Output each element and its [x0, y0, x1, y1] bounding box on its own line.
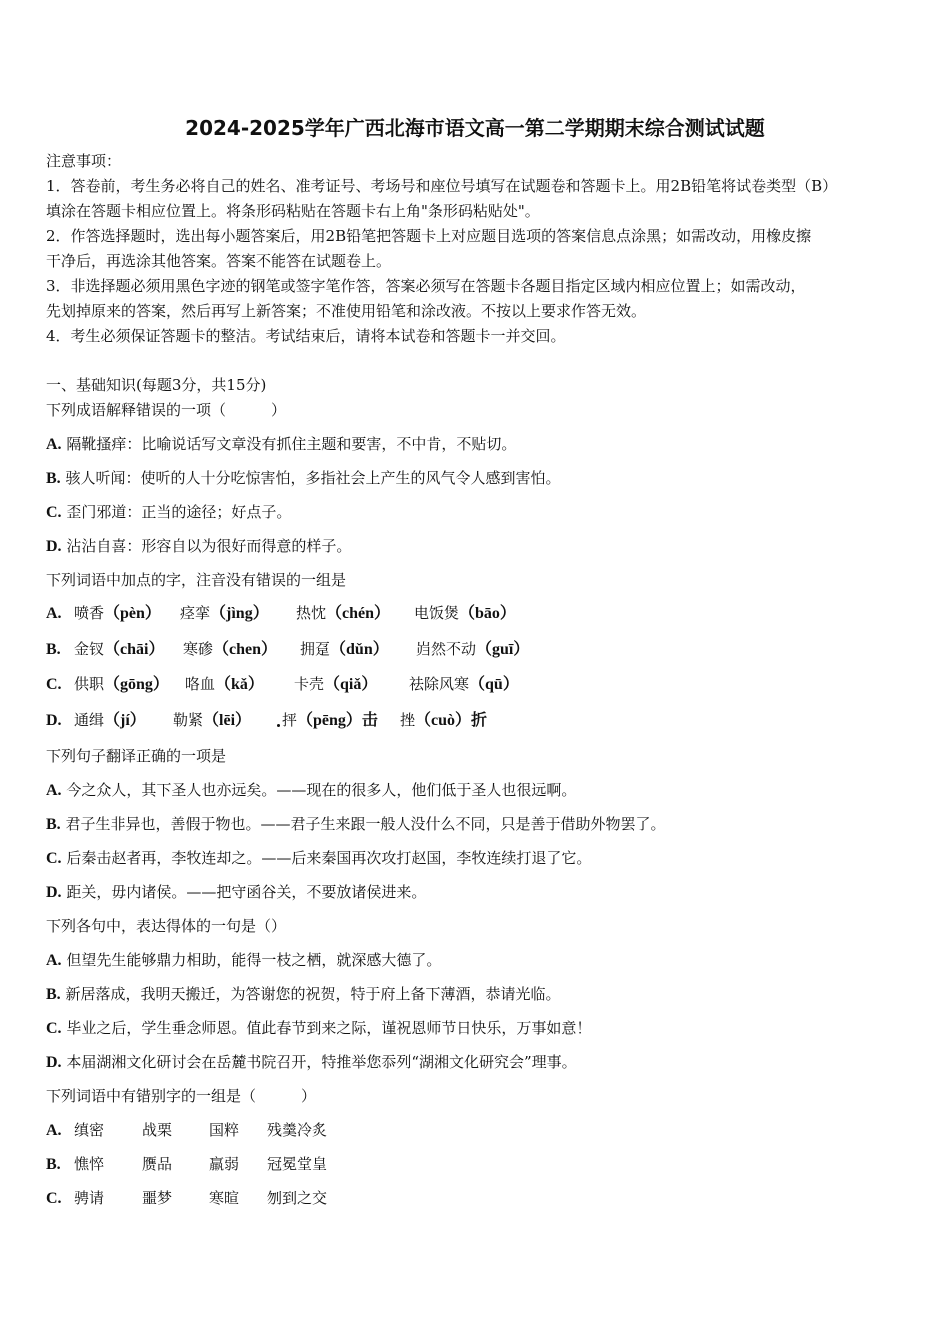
pinyin: （cuò）折: [415, 712, 488, 729]
option-label: B.: [46, 816, 61, 833]
word: 抨: [282, 711, 298, 729]
pinyin: （dǔn）: [330, 641, 389, 658]
word: 寒暄: [209, 1189, 240, 1207]
option-text: 骇人听闻：使听的人十分吃惊害怕，多指社会上产生的风气令人感到害怕。: [65, 469, 561, 487]
notice-line: 3．非选择题必须用黑色字迹的钢笔或签字笔作答，答案必须写在答题卡各题目指定区域内相应位置上；如需改动，: [46, 277, 806, 295]
word: 憔悴: [74, 1155, 105, 1173]
pinyin: （lēi）: [203, 712, 252, 729]
pinyin: （qū）: [469, 676, 519, 693]
page-title: 2024-2025学年广西北海市语文高一第二学期期末综合测试试题: [185, 116, 765, 140]
option-label: D.: [46, 712, 62, 729]
option-text: 新居落成，我明天搬迁，为答谢您的祝贺，特于府上备下薄酒，恭请光临。: [65, 985, 561, 1003]
pinyin: （guī）: [476, 641, 530, 658]
option-label: D.: [46, 538, 62, 555]
notice-line: 1．答卷前，考生务必将自己的姓名、准考证号、考场号和座位号填写在试题卷和答题卡上。用2B铅笔将试卷类型（B）: [46, 177, 838, 195]
option-b: [46, 984, 560, 1005]
word: 战栗: [142, 1121, 173, 1139]
option-label: A.: [46, 1122, 62, 1139]
option-label: A.: [46, 782, 62, 799]
option-d: [46, 1052, 577, 1073]
question-stem: 下列词语中有错别字的一组是（ ）: [46, 1087, 317, 1105]
word: 骋请: [74, 1189, 105, 1207]
pinyin: （qiǎ）: [324, 676, 378, 693]
option-text: 君子生非异也，善假于物也。——君子生来跟一般人没什么不同，只是善于借助外物罢了。: [65, 815, 666, 833]
option-text: 但望先生能够鼎力相助，能得一枝之栖，就深感大德了。: [66, 951, 442, 969]
pinyin: （jìng）: [210, 605, 269, 622]
word: 噩梦: [142, 1189, 173, 1207]
option-label: B.: [46, 986, 61, 1003]
option-c: [46, 848, 591, 869]
option-label: C.: [46, 1190, 62, 1207]
word: 赝品: [142, 1155, 173, 1173]
notice-line: 2．作答选择题时，选出每小题答案后，用2B铅笔把答题卡上对应题目选项的答案信息点涂黑；如需改动，用橡皮擦: [46, 227, 812, 245]
notice-heading: 注意事项：: [46, 152, 122, 170]
option-c: [46, 1188, 446, 1208]
word: 供职: [74, 675, 105, 693]
word: 冠冕堂皇: [267, 1155, 328, 1173]
word: 痉挛: [180, 604, 211, 622]
section-heading: 一、基础知识(每题3分，共15分): [46, 376, 267, 394]
option-a: [46, 434, 516, 455]
question-stem: 下列各句中，表达得体的一句是（）: [46, 917, 287, 935]
pinyin: （kǎ）: [215, 676, 264, 693]
option-text: 后秦击赵者再，李牧连却之。——后来秦国再次攻打赵国，李牧连续打退了它。: [66, 849, 592, 867]
word: 岿然不动: [416, 640, 477, 658]
word: 通缉: [74, 711, 105, 729]
option-a: [46, 603, 646, 623]
option-text: 隔靴搔痒：比喻说话写文章没有抓住主题和要害，不中肯，不贴切。: [66, 435, 517, 453]
option-label: C.: [46, 504, 62, 521]
question-stem: 下列词语中加点的字，注音没有错误的一组是: [46, 571, 347, 589]
option-label: B.: [46, 1156, 61, 1173]
pinyin: （gōng）: [104, 676, 169, 693]
word: 刎到之交: [267, 1189, 328, 1207]
word: 卡壳: [294, 675, 325, 693]
pinyin: （chen）: [213, 641, 278, 658]
option-d: [46, 710, 646, 730]
option-text: 毕业之后，学生垂念师恩。值此春节到来之际，谨祝恩师节日快乐，万事如意！: [66, 1019, 592, 1037]
option-label: A.: [46, 605, 62, 622]
option-label: B.: [46, 641, 61, 658]
option-label: C.: [46, 1020, 62, 1037]
option-text: 沾沾自喜：形容自以为很好而得意的样子。: [66, 537, 352, 555]
option-a: [46, 950, 441, 971]
option-d: [46, 882, 426, 903]
option-a: [46, 1120, 446, 1140]
word: 缜密: [74, 1121, 105, 1139]
emphasis-dot: [277, 724, 280, 727]
word: 喷香: [74, 604, 105, 622]
pinyin: （chén）: [326, 605, 391, 622]
pinyin: （chāi）: [104, 641, 165, 658]
word: 国粹: [209, 1121, 240, 1139]
option-a: [46, 780, 576, 801]
word: 热忱: [296, 604, 327, 622]
word: 勒紧: [173, 711, 204, 729]
option-c: [46, 1018, 591, 1039]
option-b: [46, 639, 646, 659]
pinyin: （pēng）击: [297, 712, 378, 729]
option-b: [46, 468, 560, 489]
word: 残羹冷炙: [267, 1121, 328, 1139]
option-d: [46, 536, 351, 557]
notice-line: 干净后，再选涂其他答案。答案不能答在试题卷上。: [46, 252, 392, 270]
option-label: C.: [46, 676, 62, 693]
word: 羸弱: [209, 1155, 240, 1173]
option-label: C.: [46, 850, 62, 867]
option-text: 本届湖湘文化研讨会在岳麓书院召开，特推举您忝列“湖湘文化研究会”理事。: [66, 1053, 577, 1071]
pinyin: （jí）: [104, 712, 146, 729]
option-text: 今之众人，其下圣人也亦远矣。——现在的很多人，他们低于圣人也很远啊。: [66, 781, 577, 799]
word: 咯血: [185, 675, 216, 693]
word: 电饭煲: [414, 604, 460, 622]
option-text: 距关，毋内诸侯。——把守函谷关，不要放诸侯进来。: [66, 883, 427, 901]
option-label: D.: [46, 1054, 62, 1071]
option-text: 歪门邪道：正当的途径；好点子。: [66, 503, 292, 521]
pinyin: （pèn）: [104, 605, 161, 622]
option-label: A.: [46, 952, 62, 969]
option-label: B.: [46, 470, 61, 487]
option-b: [46, 814, 665, 835]
notice-line: 先划掉原来的答案，然后再写上新答案；不准使用铅笔和涂改液。不按以上要求作答无效。: [46, 302, 647, 320]
option-label: D.: [46, 884, 62, 901]
word: 拥趸: [300, 640, 331, 658]
notice-line: 4．考生必须保证答题卡的整洁。考试结束后，请将本试卷和答题卡一并交回。: [46, 327, 566, 345]
pinyin: （bāo）: [459, 605, 516, 622]
word: 金钗: [74, 640, 105, 658]
option-b: [46, 1154, 446, 1174]
question-stem: 下列句子翻译正确的一项是: [46, 747, 227, 765]
option-c: [46, 502, 291, 523]
option-label: A.: [46, 436, 62, 453]
word: 祛除风寒: [409, 675, 470, 693]
question-stem: 下列成语解释错误的一项（ ）: [46, 401, 287, 419]
word: 寒碜: [183, 640, 214, 658]
notice-line: 填涂在答题卡相应位置上。将条形码粘贴在答题卡右上角"条形码粘贴处"。: [46, 202, 540, 220]
word: 挫: [400, 711, 416, 729]
option-c: [46, 674, 646, 694]
